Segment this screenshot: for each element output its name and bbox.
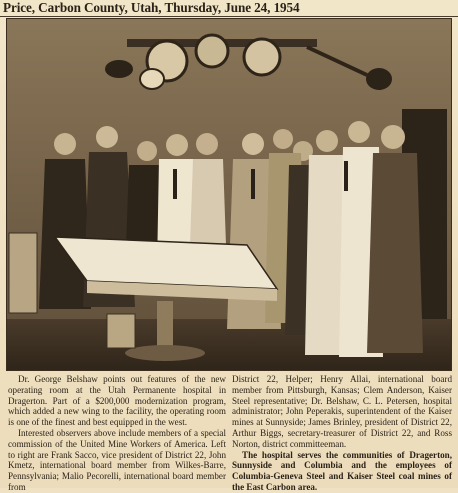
medical-cabinet [9, 233, 37, 313]
news-photo [6, 18, 452, 371]
caption-paragraph: District 22, Helper; Henry Allai, international board member from Pittsburgh, Kansas; Clem Anderson, Kaiser Steel representative; Dr. Belshaw, C. L. Petersen, hospital administrator; John Peperakis, superintendent of the Kaiser mines at Sunnyside; James Brinley, president of District 22, Arthur Biggs, secretary-treasurer of District 22, and Ross Norton, district committeeman. [232, 374, 452, 449]
caption-paragraph: Dr. George Belshaw points out features of the new operating room at the Utah Permanente hospital in Dragerton. Part of a $200,000 modernization program, which added a new wing to the facility, the operating room is one of the finest and best equipped in the west. [8, 374, 226, 428]
dateline-header: Price, Carbon County, Utah, Thursday, June 24, 1954 [0, 0, 458, 17]
caption-paragraph: Interested observers above include members of a special commission of the United Mine Workers of America. Left to right are Frank Sacco, vice president of District 22, John Kmetz, international board member from Wilkes-Barre, Pennsylvania; Malio Pecorelli, international board member from [8, 427, 226, 492]
caption-left-column [8, 374, 226, 492]
caption-paragraph: The hospital serves the communities of Dragerton, Sunnyside and Columbia and the employees of Columbia-Geneva Steel and Kaiser Steel coal mines of the East Carbon area. [232, 449, 452, 492]
photo-illustration [7, 19, 451, 370]
caption-right-column [232, 374, 452, 492]
